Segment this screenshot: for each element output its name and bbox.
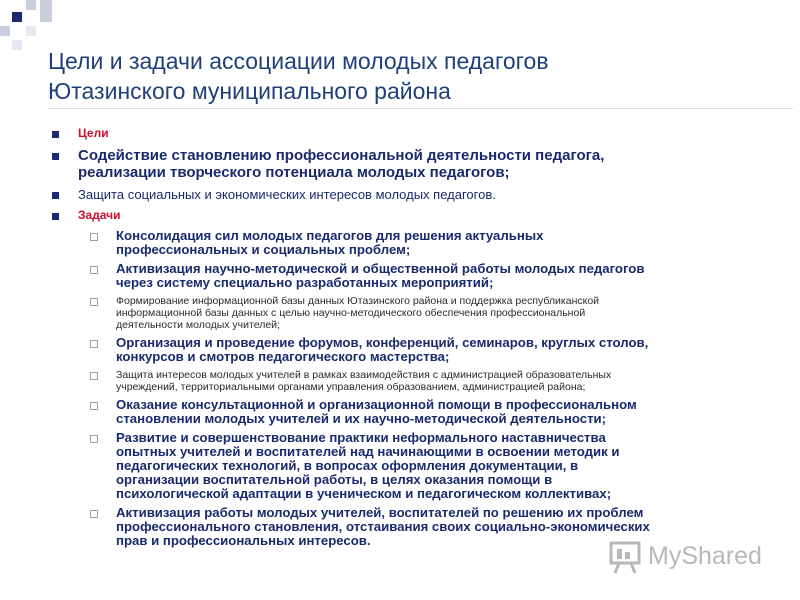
list-item [48,208,768,223]
text-line: Цели [78,126,109,140]
list-item-text [48,398,768,426]
hollow-square-bullet-icon [90,510,98,518]
list-item [48,126,768,141]
text-line: Активизация работы молодых учителей, воспитателей по решению их проблем [116,505,644,520]
sub-list-item [48,229,768,257]
text-line: профессионального становления, отстаивания своих социально-экономических [116,519,650,534]
list-item-text [48,147,768,181]
text-line: опытных учителей и воспитателей над начинающими в освоении методик и [116,444,620,459]
text-line: через систему специально разработанных мероприятий; [116,275,494,290]
list-item [48,147,768,181]
page-title [48,46,748,106]
text-line: Защита интересов молодых учителей в рамках взаимодействия с администрацией образовательных [116,369,612,381]
text-line: Защита социальных и экономических интересов молодых педагогов. [78,187,496,202]
text-line: становлении молодых учителей и их научно-методической деятельности; [116,411,607,426]
hollow-square-bullet-icon [90,233,98,241]
text-line: Оказание консультационной и организационной помощи в профессиональном [116,397,637,412]
text-line: Развитие и совершенствование практики неформального наставничества [116,430,606,445]
list-item-text [48,229,768,257]
square-bullet-icon [52,192,59,199]
logo-text: MyShared [648,542,762,570]
myshared-logo [608,538,768,574]
presentation-board-icon [608,540,644,574]
text-line: Активизация научно-методической и общественной работы молодых педагогов [116,261,645,276]
text-line: организации воспитательной работы, в целях оказания помощи в [116,472,553,487]
text-line: прав и профессиональных интересов. [116,533,371,548]
text-line: Формирование информационной базы данных Ютазинского района и поддержка республиканской [116,295,600,307]
sub-list-item [48,336,768,364]
text-line: информационной базы данных с целью научно-методического обеспечения профессиональной [116,307,586,319]
list-item [48,187,768,202]
text-line: деятельности молодых учителей; [116,319,280,331]
square-bullet-icon [52,153,59,160]
square-bullet-icon [52,213,59,220]
hollow-square-bullet-icon [90,402,98,410]
sub-list-item [48,431,768,501]
bullet-list [48,126,768,553]
text-line: педагогических технологий, в вопросах оформления документации, в [116,458,579,473]
list-item-text [48,187,768,202]
list-item-text [48,295,768,331]
text-line: реализации творческого потенциала молодых педагогов; [78,164,510,181]
text-line: Содействие становлению профессиональной деятельности педагога, [78,147,605,164]
sub-list-item [48,369,768,393]
text-line: Задачи [78,208,121,222]
list-item-text [48,262,768,290]
text-line: учреждений, территориальными органами управления образованием, администрацией района; [116,381,586,393]
list-item-text [48,431,768,501]
list-item-text [48,208,768,223]
title-divider [48,108,793,109]
hollow-square-bullet-icon [90,435,98,443]
text-line: Организация и проведение форумов, конференций, семинаров, круглых столов, [116,335,649,350]
title-line: Ютазинского муниципального района [48,78,451,104]
sub-list-item [48,262,768,290]
hollow-square-bullet-icon [90,266,98,274]
text-line: психологической адаптации в ученическом и педагогическом коллективах; [116,486,612,501]
text-line: профессиональных и социальных проблем; [116,242,411,257]
text-line: конкурсов и смотров педагогического мастерства; [116,349,450,364]
title-line: Цели и задачи ассоциации молодых педагогов [48,48,549,74]
hollow-square-bullet-icon [90,372,98,380]
sub-list-item [48,295,768,331]
hollow-square-bullet-icon [90,340,98,348]
sub-list-item [48,398,768,426]
list-item-text [48,369,768,393]
text-line: Консолидация сил молодых педагогов для решения актуальных [116,228,544,243]
square-bullet-icon [52,131,59,138]
list-item-text [48,126,768,141]
hollow-square-bullet-icon [90,298,98,306]
list-item-text [48,336,768,364]
